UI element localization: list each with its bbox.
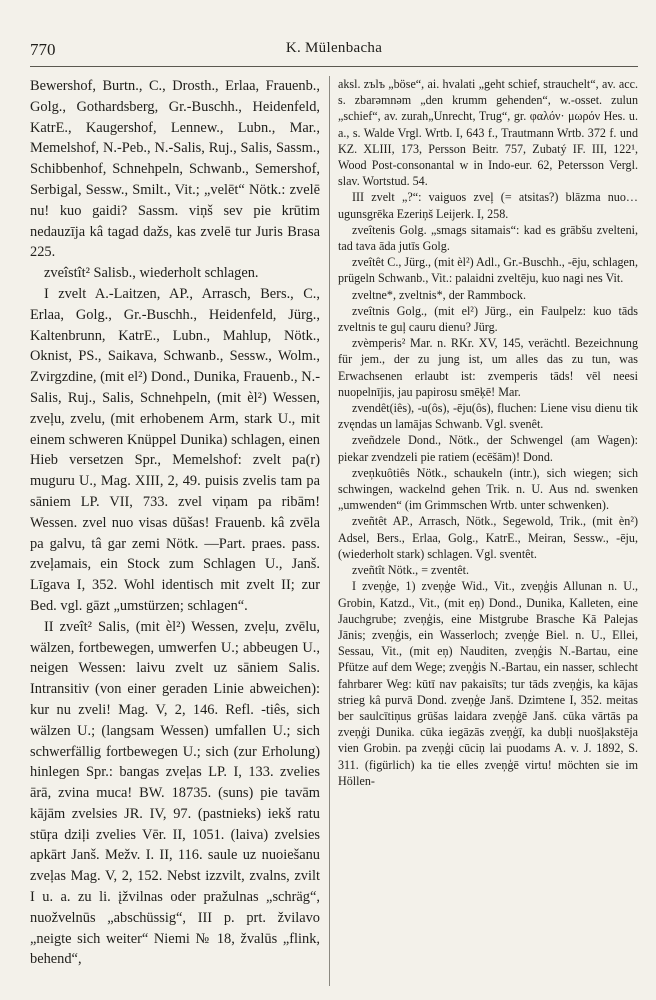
dictionary-entry: I zveņģe, 1) zveņģe Wid., Vit., zveņģis Allunan n. U., Grobin, Katzd., Vit., (mit eņ) Dond., Dunika, Kalleten, eine Jauchgrube; zveņģis, eine Mistgrube Brasche Kā Palejas Jānis; zveņģis, ein Wasserloch; zveņģe Biel. n. U., Ellei, Sessau, Vit., (mit eņ) Nauditen, zveņģis N.-Bartau, eine Pfütze auf dem Wege; zveņģis N.-Bartau, ein nasser, schlecht fahrbarer Weg: kūtī nav pakaisīts; tur tāds zveņģis, ka kājas strieg kâ purvā Dond. zveņģe Janš. Dzimtene I, 352. meitas ber saulcītiņus grūšas laidara zveņģē Janš. cūka vārtās pa zveņģi Dunika. cūka iegāzās zveņģī, ka dubļi nuošļakstēja vien Grobin. pa zveņģi cūciņ lai puodams A. v. J. 1892, S. 311. (figürlich) ka tie elles zveņģē virtu! möchten sie im Höllen- <box>338 579 638 788</box>
right-column <box>338 76 638 986</box>
dictionary-entry: zveîtnis Golg., (mit el²) Jürg., ein Faulpelz: kuo tāds zveltnis te guļ cauru dienu? Jürg. <box>338 303 638 335</box>
dictionary-entry: III zvelt „?“: vaiguos zveļ (= atsitas?) blāzma nuo… ugunsgrēka Ezeriņš Leijerk. I, 258. <box>338 190 638 221</box>
page-header <box>30 40 638 67</box>
dictionary-entry: zvendêt(iês), -u(ôs), -ēju(ôs), fluchen: Liene visu dienu tik zvęndas un lamājas Schwanb. Vgl. svenêt. <box>338 401 638 432</box>
dictionary-entry: I zvelt A.-Laitzen, AP., Arrasch, Bers., C., Erlaa, Golg., Gr.-Buschh., Heidenfeld, Jürg., Kaltenbrunn, KatrE., Lubn., Mahlup, Nötk., Oknist, PS., Saikava, Schwanb., Sessw., Wolm., Zvirgzdine, (mit el²) Dond., Dunika, Frauenb., N.-Salis, Ruj., Salis, Schnehpeln, (mit èl²) Wessen, zveļu, zvelu, (mit erhobenem Arm, stark U., mit einem schweren Knüppel Dunika) schlagen, einen Hieb versetzen Spr., Memelshof: zvelt pa(r) muguru U., Mag. XIII, 2, 49. puisis zvelis tam pa sāniem LP. VII, 733. zvel viņam pa ribām! Wessen. zvel nuo visas dūšas! Frauenb. kâ zvēla pa galvu, tâ gar zemi Nötk. —Part. praes. pass. zveļamais, ein Stock zum Schlagen U., Janš. Līgava I, 352. Wohl identisch mit zvelt II; zur Bed. vgl. gāzt „umstürzen; schlagen“. <box>30 285 320 614</box>
dictionary-entry-continuation: aksl. zъlъ „böse“, ai. hvalati „geht schief, strauchelt“, av. acc. s. zbarəmnəm „den krumm gehenden“, w.-osset. zulun „schief“, av. zurah„Unrecht, Trug“, gr. φαλόν· μωρόν Hes. u. a., s. Walde Vrgl. Wrtb. I, 643 f., Trautmann Wrtb. 372 f. und KZ. XLIII, 173, Persson Beitr. 757, Zubatý IF. III, 122¹, Wood Post-consonantal w in Indo-eur. 62, Petersson Vergl. slav. Wortstud. 54. <box>338 77 638 189</box>
dictionary-entry: II zveît² Salis, (mit èl²) Wessen, zveļu, zvēlu, wälzen, fortbewegen, umwerfen U.; abbeugen U., neigen Wessen: laivu zvelt uz sāniem Salis. Intransitiv (von einer geraden Linie abweichen): kur nu zveli! Mag. V, 2, 146. Refl. -tiês, sich wälzen U.; (langsam Wessen) umfallen U.; sich schwerfällig fortbewegen U.; sich (zur Erholung) hinlegen Spr.: bangas zveļas LP. I, 133. zvelies ārā, zvina muca! BW. 18735. (suns) pie tavām kājām zvelsies JR. IV, 97. (pastnieks) iekš ratu stūŗa dziļi zvelies Vēr. II, 1051. (laiva) zvelsies apkārt Janš. Mežv. I. II, 116. saule uz nuoiešanu zveļas Mag. V, 2, 152. Nebst izzvilt, zvalns, zvilt I u. a. zu li. įžvilnas oder pražulnas „schräg“, nuožvelnūs „abschüssig“, III p. prt. žvilavo „neigte sich weiter“ Niemi № 18, žvalūs „flink, behend“, <box>30 618 320 968</box>
dictionary-entry: zveltne*, zveltnis*, der Rammbock. <box>352 287 526 302</box>
dictionary-entry: zveîtenis Golg. „smags sitamais“: kad es grābšu zvelteni, tad tava āda jutīs Golg. <box>338 222 638 254</box>
dictionary-entry-continuation: Bewershof, Burtn., C., Drosth., Erlaa, Frauenb., Golg., Gothardsberg, Gr.-Buschh., Heidenfeld, KatrE., Kaugershof, Lennew., Lubn., Mar., Memelshof, N.-Peb., N.-Salis, Ruj., Salis, Sassm., Schibbenhof, Schnehpeln, Schwanb., Semershof, Serbigal, Sessw., Smilt., Vit.; „velēt“ Nötk.: zvelē nu! kuo gaidi? Sassm. viņš sev pie krūtim nedauzīja kâ tagad dažs, kas zvelē tur Juris Brasa 225. <box>30 78 320 261</box>
dictionary-entry: zveņkuôtiês Nötk., schaukeln (intr.), sich wiegen; sich schwingen, wackelnd gehen Trik. n. U. Aus nd. swenken „umwenden“ (im Grimmschen Wrtb. unter schwenken). <box>338 465 638 513</box>
dictionary-entry: zveñtît Nötk., = zventêt. <box>352 563 469 578</box>
column-divider <box>329 76 330 986</box>
dictionary-entry: zveñdzele Dond., Nötk., der Schwengel (am Wagen): piekar zvendzeli pie ratiem (ecēšām)! Dond. <box>338 433 638 464</box>
page-number: 770 <box>30 40 56 59</box>
dictionary-entry: zveîstît² Salisb., wiederholt schlagen. <box>44 265 259 282</box>
dictionary-entry: zvèmperis² Mar. n. RKr. XV, 145, verächtl. Bezeichnung für jem., der zu jung ist, um alles das zu tun, was Erwachsenen erlaubt ist: zvemperis tāds! vēl neesi nuopelnījis, jau papirosu smēķē! Mar. <box>338 336 638 399</box>
dictionary-entry: zveîtêt C., Jürg., (mit èl²) Adl., Gr.-Buschh., -ēju, schlagen, prügeln Schwanb., Vit.: palaidni zveltēju, kuo nagi nes Vit. <box>338 255 638 286</box>
left-column <box>30 76 320 986</box>
dictionary-entry: zveñtêt AP., Arrasch, Nötk., Segewold, Trik., (mit èn²) Adsel, Bers., Erlaa, Golg., KatrE., Meiran, Sessw., -ēju, (wiederholt stark) schlagen. Vgl. sventêt. <box>338 514 638 561</box>
running-head: K. Mülenbacha <box>285 40 383 56</box>
